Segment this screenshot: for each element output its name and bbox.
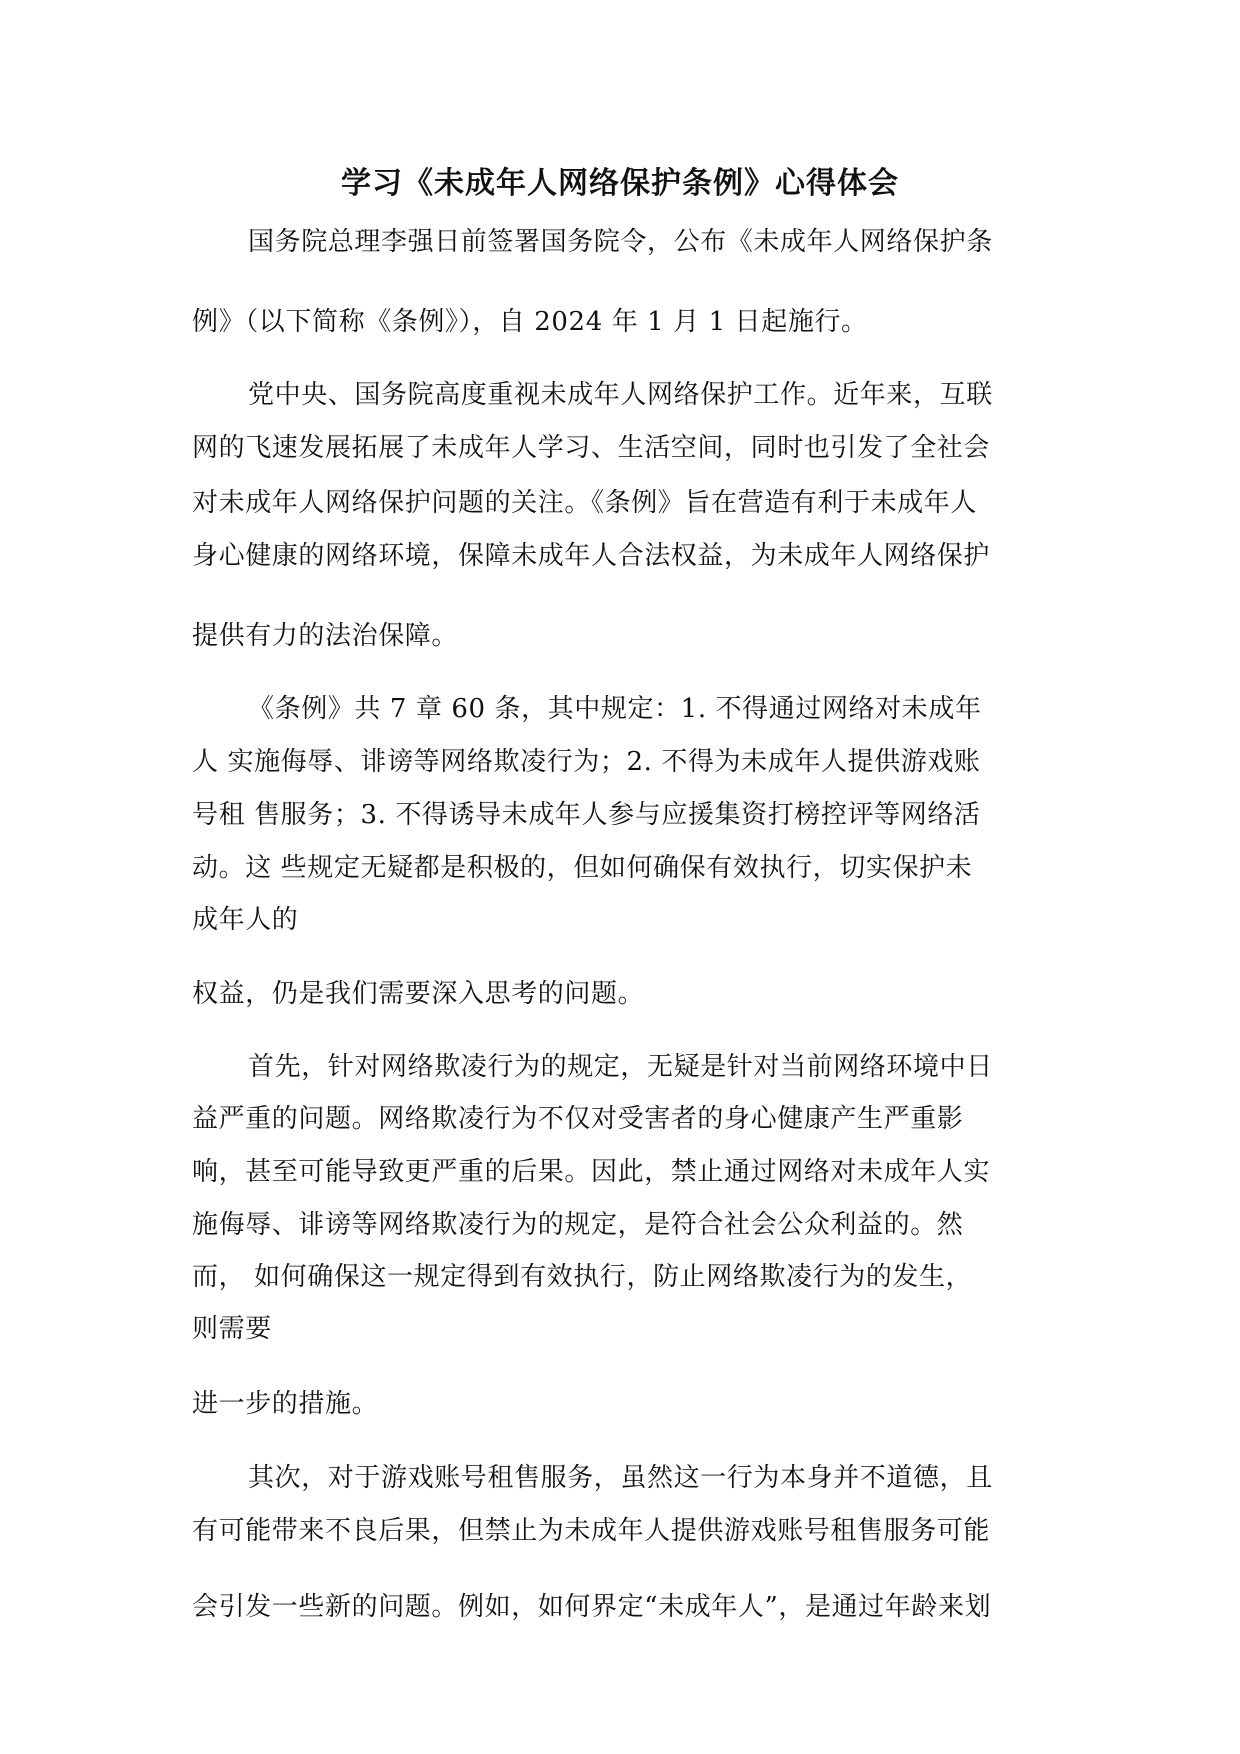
document-title: 学习《未成年人网络保护条例》心得体会 [341, 166, 899, 201]
paragraph-line: 则需要 [192, 1314, 272, 1344]
paragraph-line: 提供有力的法治保障。 [192, 621, 459, 651]
paragraph-line: 益严重的问题。网络欺凌行为不仅对受害者的身心健康产生严重影 [192, 1104, 964, 1134]
paragraph-line: 首先，针对网络欺凌行为的规定，无疑是针对当前网络环境中日 [248, 1052, 993, 1082]
paragraph-line: 网的飞速发展拓展了未成年人学习、生活空间，同时也引发了全社会 [192, 433, 991, 463]
paragraph-line: 而， 如何确保这一规定得到有效执行，防止网络欺凌行为的发生， [192, 1262, 973, 1292]
paragraph-line: 动。这 些规定无疑都是积极的，但如何确保有效执行，切实保护未 [192, 853, 973, 883]
paragraph-line: 例》（以下简称《条例》），自 2024 年 1 月 1 日起施行。 [192, 307, 868, 337]
paragraph-line: 施侮辱、诽谤等网络欺凌行为的规定，是符合社会公众利益的。然 [192, 1210, 964, 1240]
paragraph-line: 有可能带来不良后果，但禁止为未成年人提供游戏账号租售服务可能 [192, 1516, 991, 1546]
paragraph-line: 进一步的措施。 [192, 1389, 379, 1419]
paragraph-line: 权益，仍是我们需要深入思考的问题。 [192, 979, 645, 1009]
paragraph-line: 人 实施侮辱、诽谤等网络欺凌行为；2. 不得为未成年人提供游戏账 [192, 747, 981, 777]
paragraph-line: 《条例》共 7 章 60 条，其中规定：1. 不得通过网络对未成年 [248, 694, 982, 724]
paragraph-line: 对未成年人网络保护问题的关注。《条例》旨在营造有利于未成年人 [192, 488, 978, 518]
paragraph-line: 会引发一些新的问题。例如，如何界定“未成年人”，是通过年龄来划 [192, 1592, 992, 1622]
paragraph-line: 国务院总理李强日前签署国务院令，公布《未成年人网络保护条 [248, 227, 993, 257]
paragraph-line: 响，甚至可能导致更严重的后果。因此，禁止通过网络对未成年人实 [192, 1157, 991, 1187]
paragraph-line: 身心健康的网络环境，保障未成年人合法权益，为未成年人网络保护 [192, 541, 991, 571]
paragraph-line: 其次，对于游戏账号租售服务，虽然这一行为本身并不道德，且 [248, 1463, 993, 1493]
paragraph-line: 成年人的 [192, 905, 299, 935]
paragraph-line: 号租 售服务；3. 不得诱导未成年人参与应援集资打榜控评等网络活 [192, 800, 981, 830]
paragraph-line: 党中央、国务院高度重视未成年人网络保护工作。近年来，互联 [248, 380, 993, 410]
